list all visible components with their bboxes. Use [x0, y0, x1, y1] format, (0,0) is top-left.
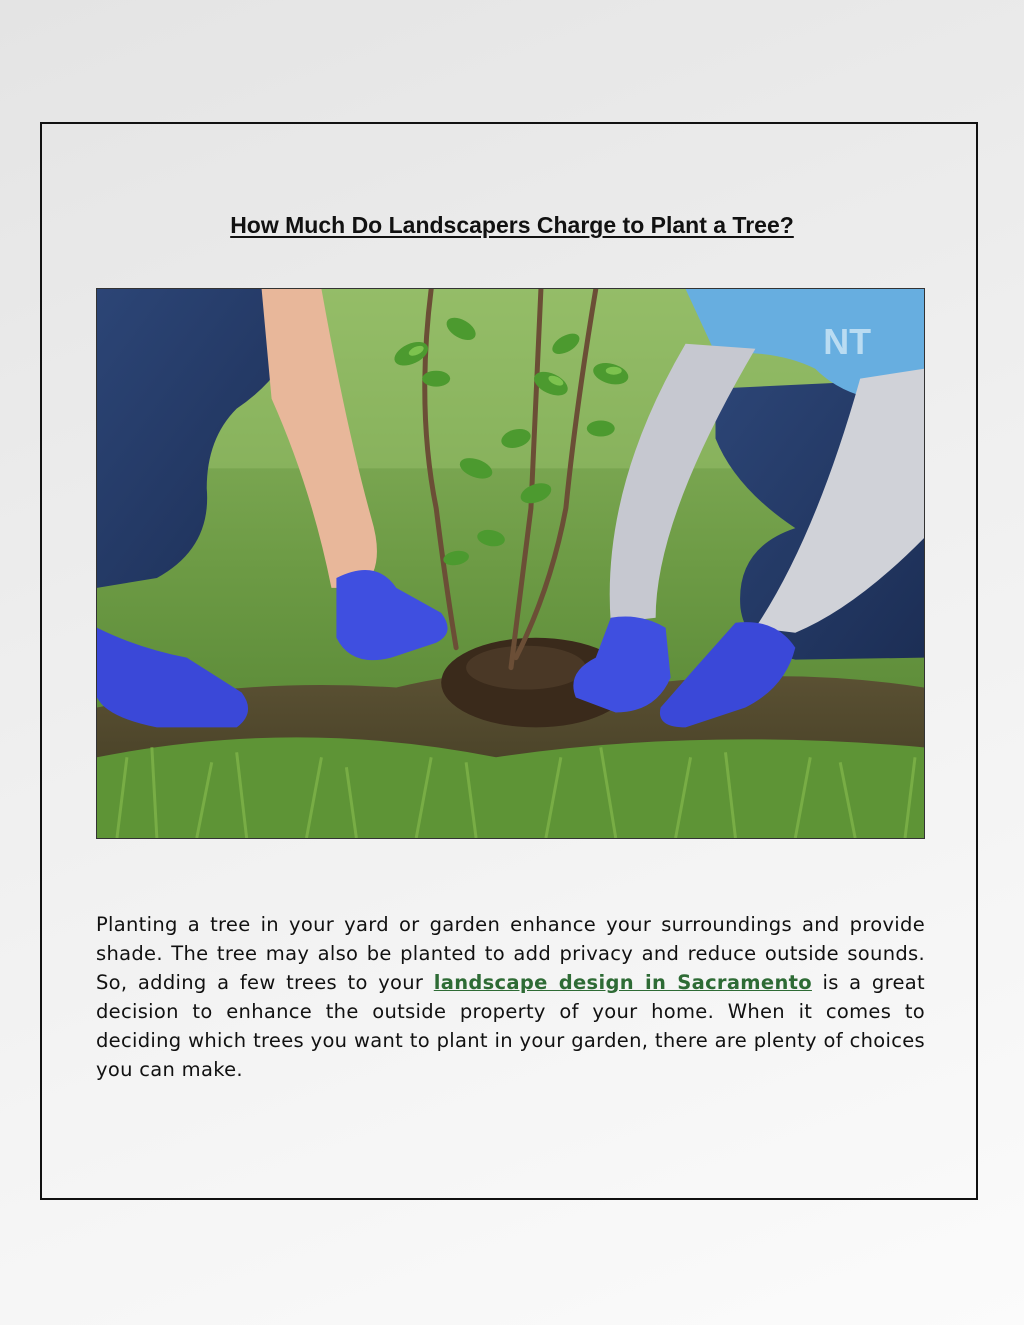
- paragraph-text-after: is a great decision to enhance the outside property of your home. When it comes to deciding which trees you want to plant in your garden, there are plenty of choices you can make.: [96, 971, 925, 1081]
- tree-planting-photo: [96, 288, 925, 839]
- paragraph-text-before: Planting a tree in your yard or garden enhance your surroundings and provide shade. The tree may also be planted to add privacy and reduce outside sounds. So, adding a few trees to your: [96, 913, 925, 994]
- page-title: How Much Do Landscapers Charge to Plant a Tree?: [230, 212, 794, 238]
- tshirt-print: NT: [823, 321, 872, 362]
- intro-paragraph: [96, 910, 925, 1084]
- landscape-design-link[interactable]: landscape design in Sacramento: [433, 971, 812, 994]
- photo-illustration: [97, 289, 924, 838]
